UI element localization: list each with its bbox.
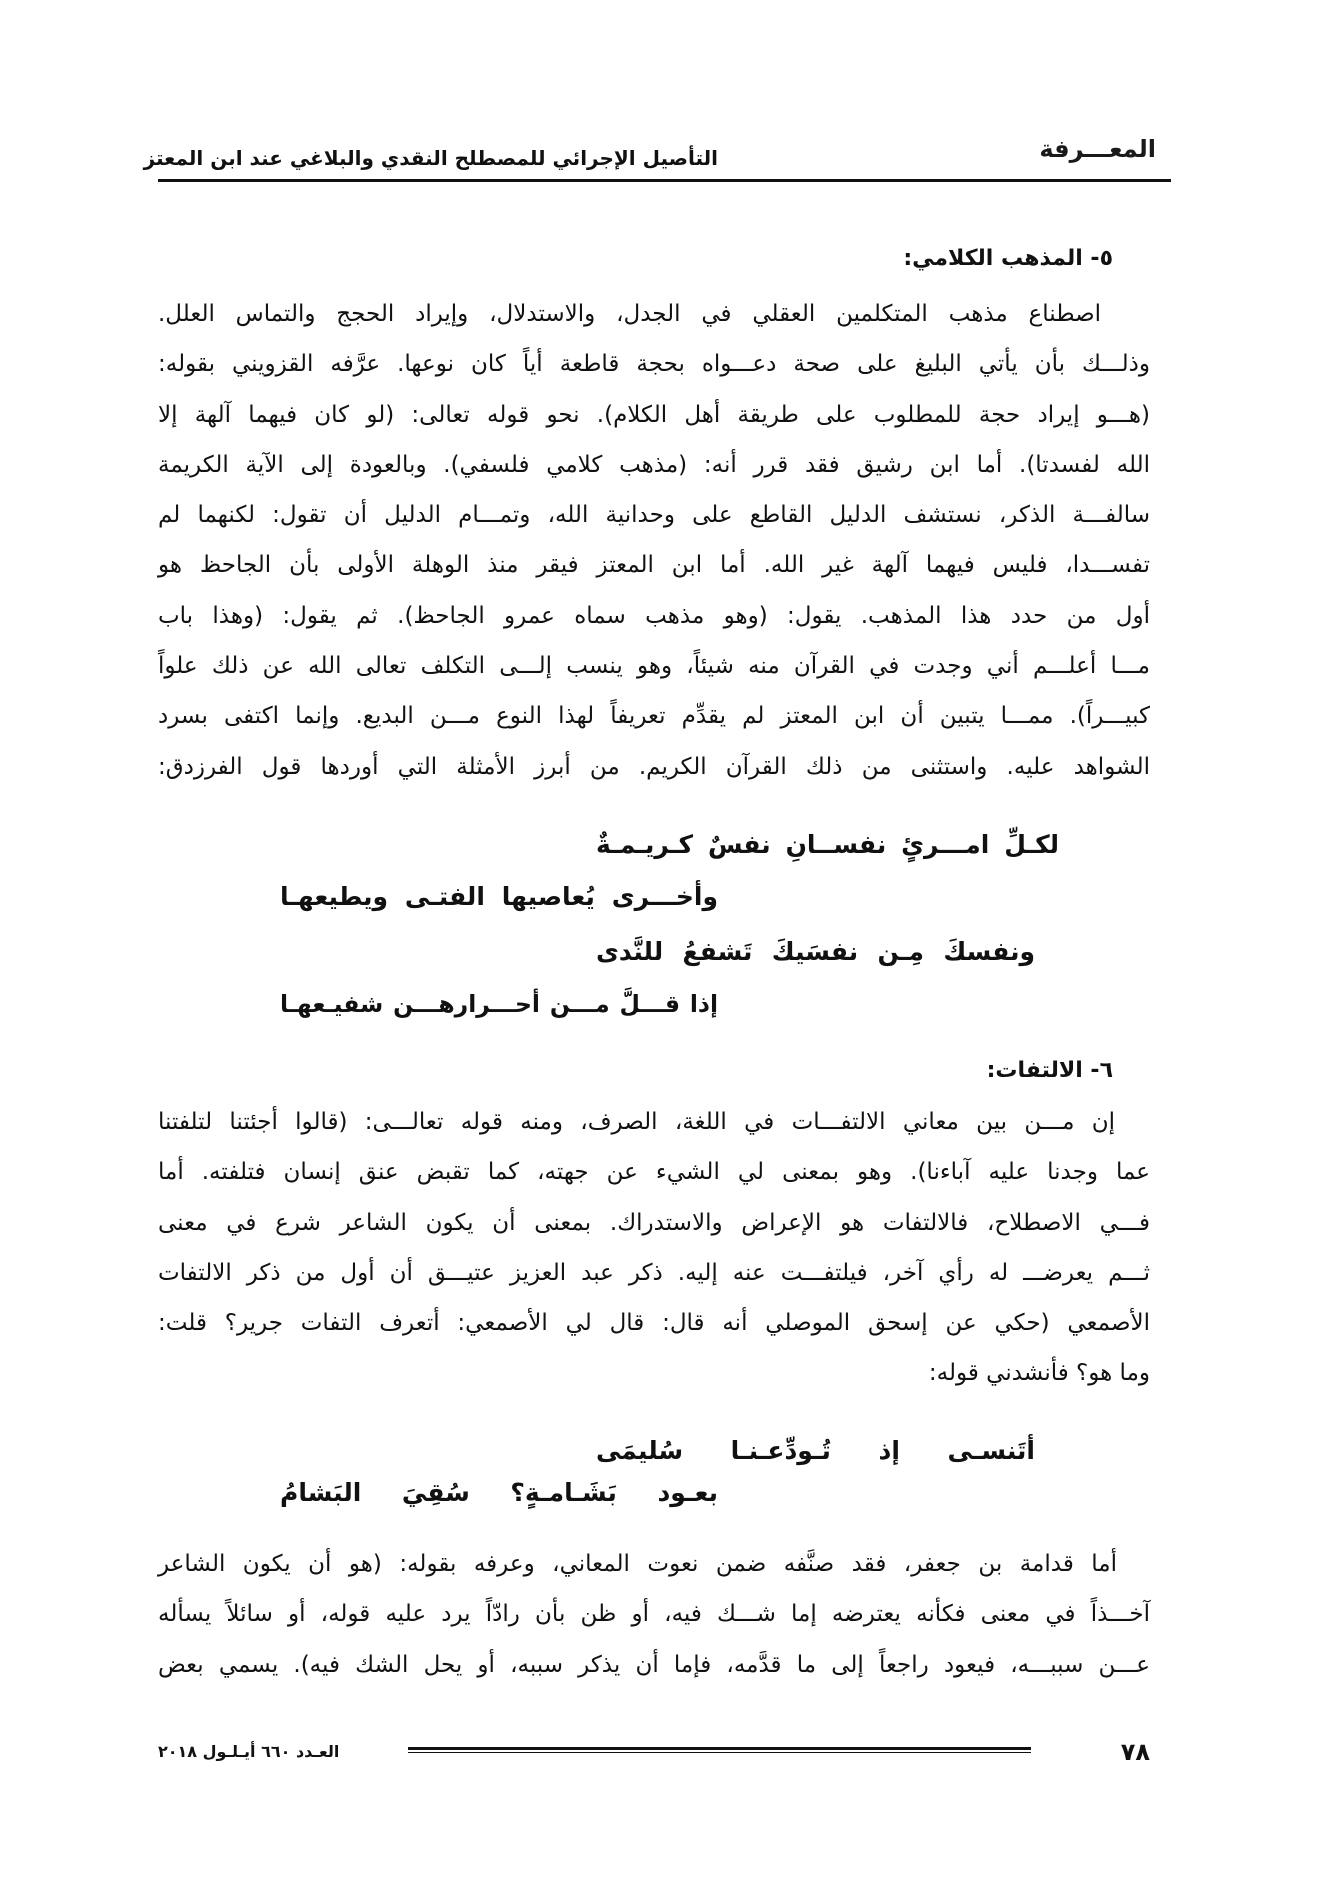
paragraph-line: الأصمعي (حكي عن إسحق الموصلي أنه قال: قال لي الأصمعي: أتعرف التفات جرير؟ قلت: bbox=[158, 1310, 1150, 1337]
paragraph-section-5 bbox=[158, 289, 1150, 792]
verse-hemistich: بعـود بَشَـامـةٍ؟ سُقِيَ البَشامُ bbox=[280, 1478, 718, 1507]
paragraph-line: مـــا أعلـــم أني وجدت في القرآن منه شيئاً، وهو ينسب إلـــى التكلف تعالى الله عن ذلك علواً bbox=[158, 653, 1150, 680]
journal-logo: المعـــرفة bbox=[1039, 135, 1156, 163]
paragraph-line: وما هو؟ فأنشدني قوله: bbox=[928, 1360, 1150, 1387]
paragraph-line: فـــي الاصطلاح، فالالتفات هو الإعراض والاستدراك. بمعنى أن يكون الشاعر شرع في معنى bbox=[158, 1209, 1150, 1236]
paragraph-line: أول من حدد هذا المذهب. يقول: (وهو مذهب سماه عمرو الجاحظ). ثم يقول: (وهذا باب bbox=[158, 602, 1150, 629]
verse-hemistich: لكـلِّ امـــرئٍ نفســانِ نفسٌ كـريـمـةٌ bbox=[596, 830, 1059, 859]
verse-hemistich: وأخـــرى يُعاصيها الفتـى ويطيعهـا bbox=[280, 882, 718, 911]
paragraph-line: إن مـــن بين معاني الالتفـــات في اللغة، الصرف، ومنه قوله تعالـــى: (قالوا أجئتنا لتلفتنا bbox=[158, 1109, 1115, 1135]
paragraph-line: سالفـــة الذكر، نستشف الدليل القاطع على وحدانية الله، وتمـــام الدليل أن تقول: لكنهما لم bbox=[158, 502, 1150, 529]
section-heading-5: ٥- المذهب الكلامي: bbox=[903, 246, 1113, 271]
paragraph-line: (هـــو إيراد حجة للمطلوب على طريقة أهل الكلام). نحو قوله تعالى: (لو كان فيهما آلهة إلا bbox=[158, 401, 1150, 428]
paragraph-line: عـــن سببـــه، فيعود راجعاً إلى ما قدَّمه، فإما أن يذكر سببه، أو يحل الشك فيه). يسمي بعض bbox=[158, 1651, 1150, 1678]
paragraph-line: الشواهد عليه. واستثنى من ذلك القرآن الكريم. من أبرز الأمثلة التي أوردها قول الفرزدق: bbox=[158, 753, 1150, 780]
footer-rule bbox=[408, 1747, 1031, 1753]
paragraph-line: وذلـــك بأن يأتي البليغ على صحة دعـــواه بحجة قاطعة أياً كان نوعها. عرَّفه القزويني بقوله: bbox=[158, 351, 1150, 378]
paragraph-section-6 bbox=[158, 1097, 1150, 1399]
verse-hemistich: إذا قـــلَّ مـــن أحـــرارهـــن شفيـعهـا bbox=[280, 990, 718, 1018]
paragraph-line: الله لفسدتا). أما ابن رشيق فقد قرر أنه: (مذهب كلامي فلسفي). وبالعودة إلى الآية الكريمة bbox=[158, 451, 1150, 478]
paragraph-line: ثـــم يعرضـــ له رأي آخر، فيلتفـــت عنه إليه. ذكر عبد العزيز عتيـــق أن أول من ذكر الالتفات bbox=[158, 1259, 1150, 1286]
paragraph-line: تفســـدا، فليس فيهما آلهة غير الله. أما ابن المعتز فيقر منذ الوهلة الأولى بأن الجاحظ هو bbox=[158, 552, 1150, 579]
paragraph-line: أما قدامة بن جعفر، فقد صنَّفه ضمن نعوت المعاني، وعرفه بقوله: (هو أن يكون الشاعر bbox=[158, 1551, 1117, 1577]
verse-hemistich: أتَنسـى إذ تُـودِّعـنـا سُليمَى bbox=[596, 1436, 1035, 1465]
paragraph-line: آخـــذاً في معنى فكأنه يعترضه إما شـــك فيه، أو ظن بأن رادّاً يرد عليه قوله، أو سائلاً يسأله bbox=[158, 1601, 1150, 1628]
section-heading-6: ٦- الالتفات: bbox=[986, 1058, 1113, 1083]
paragraph-line: عما وجدنا عليه آباءنا). وهو بمعنى لي الشيء عن جهته، كما تقبض عنق إنسان فتلفته. أما bbox=[158, 1159, 1150, 1186]
paragraph-section-6-continued bbox=[158, 1539, 1150, 1690]
paragraph-line: اصطناع مذهب المتكلمين العقلي في الجدل، والاستدلال، وإيراد الحجج والتماس العلل. bbox=[158, 301, 1101, 327]
verse-hemistich: ونفسكَ مِـن نفسَيكَ تَشفعُ للنَّدى bbox=[596, 937, 1035, 966]
issue-info: العـدد ٦٦٠ أيـلـول ٢٠١٨ bbox=[158, 1742, 340, 1761]
page-number: ٧٨ bbox=[1120, 1738, 1150, 1766]
paragraph-line: كبيـــراً). ممـــا يتبين أن ابن المعتز لم يقدِّم تعريفاً لهذا النوع مـــن البديع. وإنما اكتفى بسرد bbox=[158, 703, 1150, 730]
header-rule bbox=[158, 179, 1171, 182]
article-title: التأصيل الإجرائي للمصطلح النقدي والبلاغي عند ابن المعتز bbox=[143, 146, 718, 170]
